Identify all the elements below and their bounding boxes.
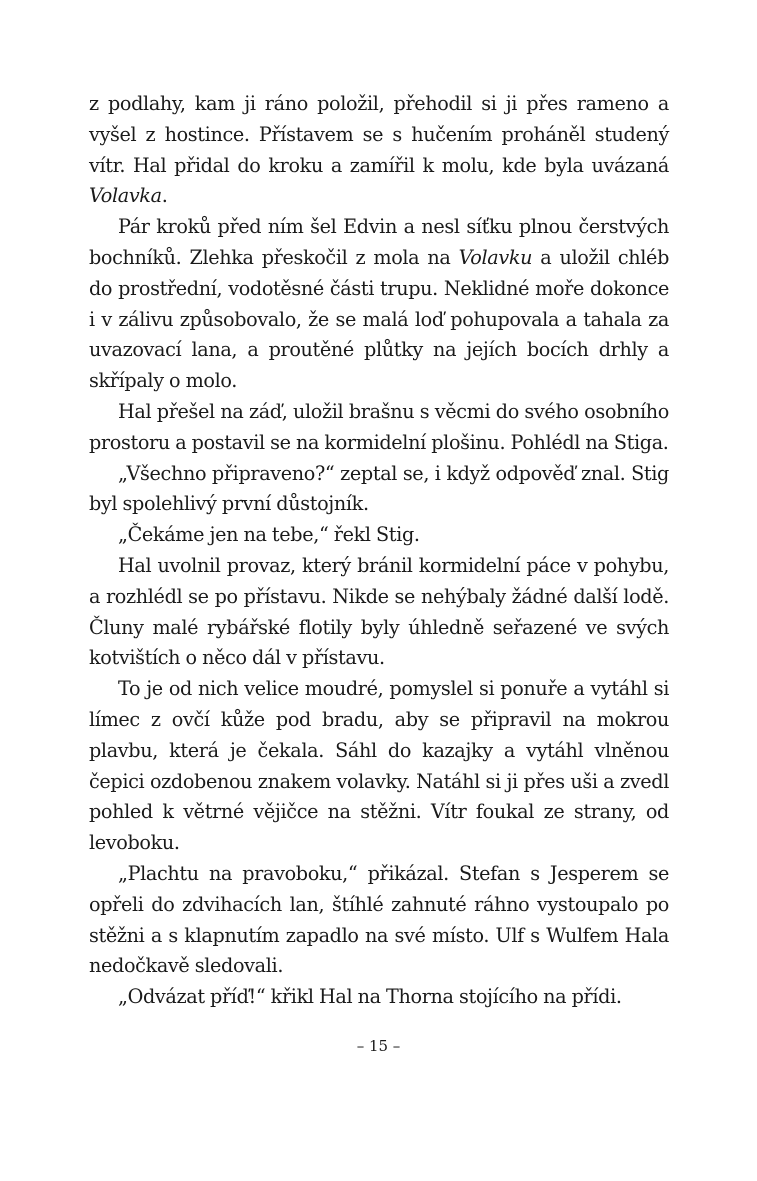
body-text — [89, 89, 669, 1013]
paragraph-4: „Všechno připraveno?“ zeptal se, i když odpověď znal. Stig byl spolehlivý první důstojník. — [89, 461, 669, 516]
paragraph-1: z podlahy, kam ji ráno položil, přehodil si ji přes rameno a vyšel z hostince. Přístavem se s hučením proháněl studený vítr. Hal přidal do kroku a zamířil k molu, kde byla uvázaná Volavka. — [89, 92, 669, 208]
paragraph-8: „Plachtu na pravoboku,“ přikázal. Stefan s Jesperem se opřeli do zdvihacích lan, štíhlé zahnuté ráhno vystoupalo po stěžni a s klapnutím zapadlo na své místo. Ulf s Wulfem Hala nedočkavě sledovali. — [89, 861, 669, 978]
ship-name-italic: Volavku — [458, 245, 533, 269]
ship-name-italic: Volavka — [89, 184, 162, 208]
paragraph-7: To je od nich velice moudré, pomyslel si ponuře a vytáhl si límec z ovčí kůže pod bradu, aby se připravil na mokrou plavbu, která je čekala. Sáhl do kazajky a vytáhl vlněnou čepici ozdobenou znakem volavky. Natáhl si ji přes uši a zvedl pohled k větrné vějičce na stěžni. Vítr foukal ze strany, od levoboku. — [89, 677, 669, 855]
paragraph-6: Hal uvolnil provaz, který bránil kormidelní páce v pohybu, a rozhlédl se po přístavu. Nikde se nehýbaly žádné další lodě. Čluny malé rybářské flotily byly úhledně seřazené ve svých kotvištích o něco dál v přístavu. — [89, 553, 669, 670]
paragraph-9: „Odvázat příď!“ křikl Hal na Thorna stojícího na přídi. — [118, 985, 622, 1009]
paragraph-3: Hal přešel na záď, uložil brašnu s věcmi do svého osobního prostoru a postavil se na kormidelní plošinu. Pohlédl na Stiga. — [89, 399, 669, 454]
page-number: – 15 – — [356, 1037, 401, 1055]
paragraph-5: „Čekáme jen na tebe,“ řekl Stig. — [118, 523, 420, 547]
paragraph-2: Pár kroků před ním šel Edvin a nesl síťku plnou čerstvých bochníků. Zlehka přeskočil z mola na Volavku a uložil chléb do prostřední, vodotěsné části trupu. Neklidné moře dokonce i v zálivu způsobovalo, že se malá loď pohupovala a tahala za uvazovací lana, a proutěné plůtky na jejích bocích drhly a skřípaly o molo. — [89, 215, 669, 393]
